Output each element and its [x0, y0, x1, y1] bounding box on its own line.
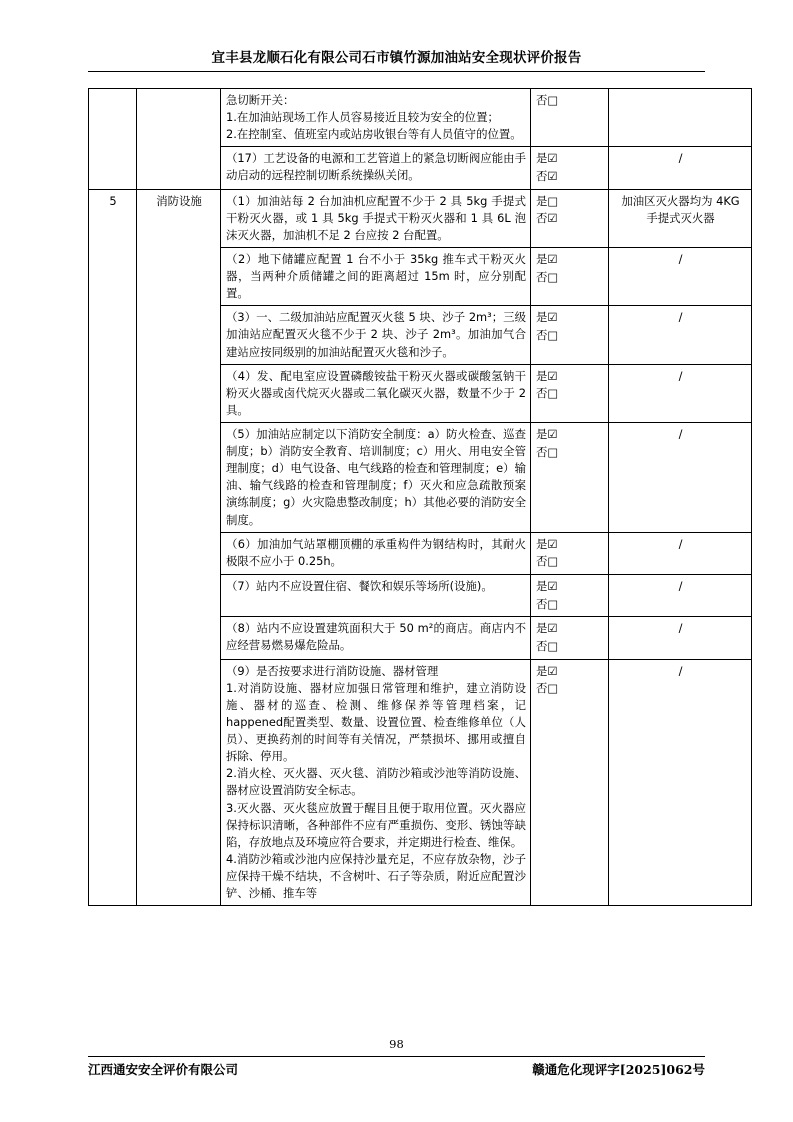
desc-line: （4）发、配电室应设置磷酸铵盐干粉灭火器或碳酸氢钠干粉灭火器或卤代烷灭火器或二氧化碳灭火器，数量不少于 2 具。 [226, 368, 526, 417]
table-row [89, 89, 752, 147]
check-no[interactable]: 否□ [536, 328, 559, 342]
row-item-cell [137, 89, 221, 190]
row-check-cell[interactable] [531, 189, 609, 247]
row-note-cell: / [609, 422, 752, 532]
desc-line: （7）站内不应设置住宿、餐饮和娱乐等场所(设施)。 [226, 578, 493, 593]
check-no[interactable]: 否☑ [536, 211, 558, 226]
desc-line: （6）加油加气站罩棚顶棚的承重构件为钢结构时，其耐火极限不应小于 0.25h。 [226, 536, 526, 568]
row-desc-cell [221, 189, 531, 247]
checklist-table [88, 88, 752, 906]
row-check-cell[interactable] [531, 248, 609, 306]
footer-divider [88, 1056, 705, 1057]
check-no[interactable]: 否□ [536, 681, 559, 696]
row-check-cell[interactable] [531, 574, 609, 616]
header-divider [88, 71, 705, 72]
table-row [89, 189, 752, 247]
row-note-cell: / [609, 574, 752, 616]
row-note-cell: / [609, 364, 752, 422]
row-note-cell: / [609, 659, 752, 906]
row-desc-cell [221, 617, 531, 659]
desc-line: （17）工艺设备的电源和工艺管道上的紧急切断阀应能由手动启动的远程控制切断系统操纵关闭。 [226, 151, 526, 183]
check-yes[interactable]: 是☑ [536, 151, 558, 166]
row-desc-cell [221, 659, 531, 906]
desc-line: （8）站内不应设置建筑面积大于 50 m²的商店。商店内不应经营易燃易爆危险品。 [226, 621, 526, 653]
check-no[interactable]: 否☑ [536, 169, 558, 183]
desc-line: （2）地下储罐应配置 1 台不小于 35kg 推车式干粉灭火器，当两种介质储罐之间的距离超过 15m 时，应分别配置。 [226, 252, 526, 301]
check-yes[interactable]: 是☑ [536, 621, 558, 636]
check-no[interactable]: 否□ [536, 444, 559, 459]
page-number: 98 [389, 1037, 404, 1051]
row-desc-cell [221, 147, 531, 189]
row-desc-cell [221, 306, 531, 364]
check-no[interactable]: 否□ [536, 269, 559, 284]
check-yes[interactable]: 是☑ [536, 536, 558, 551]
row-check-cell[interactable] [531, 147, 609, 189]
row-item-cell: 消防设施 [137, 189, 221, 906]
check-yes[interactable]: 是☑ [536, 663, 558, 678]
header-title: 宜丰县龙顺石化有限公司石市镇竹源加油站安全现状评价报告 [211, 50, 582, 66]
document-header [88, 46, 705, 72]
check-no[interactable]: 否□ [536, 93, 559, 107]
footer-doc-number: 赣通危化现评字[2025]062号 [532, 1062, 705, 1077]
row-check-cell[interactable] [531, 364, 609, 422]
check-yes[interactable]: 是☑ [536, 426, 558, 441]
check-yes[interactable]: 是☑ [536, 310, 558, 325]
desc-line: 2.在控制室、值班室内或站房收银台等有人员值守的位置。 [226, 127, 522, 142]
check-yes[interactable]: 是☑ [536, 252, 558, 266]
row-check-cell[interactable] [531, 306, 609, 364]
row-desc-cell [221, 364, 531, 422]
row-check-cell[interactable] [531, 659, 609, 906]
document-footer [88, 1060, 705, 1078]
desc-line: 1.在加油站现场工作人员容易接近且较为安全的位置； [226, 110, 499, 125]
row-check-cell[interactable] [531, 422, 609, 532]
desc-line: （5）加油站应制定以下消防安全制度：a）防火检查、巡查制度；b）消防安全教育、培训制度；c）用火、用电安全管理制度；d）电气设备、电气线路的检查和管理制度；e）输油、输气线路的检查和管理制度；f）灭火和应急疏散预案演练制度；g）火灾隐患整改制度；h）其他必要的消防安全制度。 [226, 426, 526, 527]
row-desc-cell [221, 532, 531, 574]
check-no[interactable]: 否□ [536, 639, 559, 653]
desc-line: （1）加油站每 2 台加油机应配置不少于 2 具 5kg 手提式干粉灭火器，或 1 具 5kg 手提式干粉灭火器和 1 具 6L 泡沫灭火器，加油机不足 2 台应按 2 台配置。 [226, 193, 526, 242]
desc-line: 1.对消防设施、器材应加强日常管理和维护，建立消防设施、器材的巡查、检测、维修保养等管理档案，记happened配置类型、数量、设置位置、检查维修单位（人员）、更换药剂的时间等有关情况，严禁损坏、挪用或擅自拆除、停用。 [226, 680, 526, 764]
desc-line: 2.消火栓、灭火器、灭火毯、消防沙箱或沙池等消防设施、器材应设置消防安全标志。 [226, 766, 526, 798]
row-desc-cell [221, 248, 531, 306]
row-note-cell: / [609, 532, 752, 574]
desc-line: 4.消防沙箱或沙池内应保持沙量充足，不应存放杂物，沙子应保持干燥不结块，不含树叶、石子等杂质，附近应配置沙铲、沙桶、推车等 [226, 851, 526, 901]
footer-company: 江西通安安全评价有限公司 [88, 1062, 239, 1077]
desc-line: 急切断开关： [226, 93, 295, 107]
checklist-table-wrap [88, 88, 740, 906]
row-no-cell [89, 89, 137, 190]
desc-line: （9）是否按要求进行消防设施、器材管理 [226, 663, 439, 678]
row-desc-cell [221, 89, 531, 147]
row-note-cell: / [609, 617, 752, 659]
check-no[interactable]: 否□ [536, 554, 559, 569]
row-note-cell [609, 89, 752, 147]
row-check-cell[interactable] [531, 617, 609, 659]
check-yes[interactable]: 是☑ [536, 578, 558, 593]
row-check-cell[interactable] [531, 89, 609, 147]
desc-line: 3.灭火器、灭火毯应放置于醒目且便于取用位置。灭火器应保持标识清晰，各种部件不应有严重损伤、变形、锈蚀等缺陷，存放地点及环境应符合要求，并定期进行检查、维保。 [226, 800, 526, 849]
check-yes[interactable]: 是☑ [536, 368, 558, 383]
row-no-cell: 5 [89, 189, 137, 906]
row-note-cell: 加油区灭火器均为 4KG 手提式灭火器 [609, 189, 752, 247]
row-note-cell: / [609, 147, 752, 189]
check-no[interactable]: 否□ [536, 386, 559, 401]
desc-line: （3）一、二级加油站应配置灭火毯 5 块、沙子 2m³；三级加油站应配置灭火毯不少于 2 块、沙子 2m³。加油加气合建站应按同级别的加油站配置灭火毯和沙子。 [226, 310, 526, 359]
row-desc-cell [221, 422, 531, 532]
check-yes[interactable]: 是□ [536, 193, 559, 208]
row-note-cell: / [609, 248, 752, 306]
row-check-cell[interactable] [531, 532, 609, 574]
row-note-cell: / [609, 306, 752, 364]
check-no[interactable]: 否□ [536, 596, 559, 611]
row-desc-cell [221, 574, 531, 616]
